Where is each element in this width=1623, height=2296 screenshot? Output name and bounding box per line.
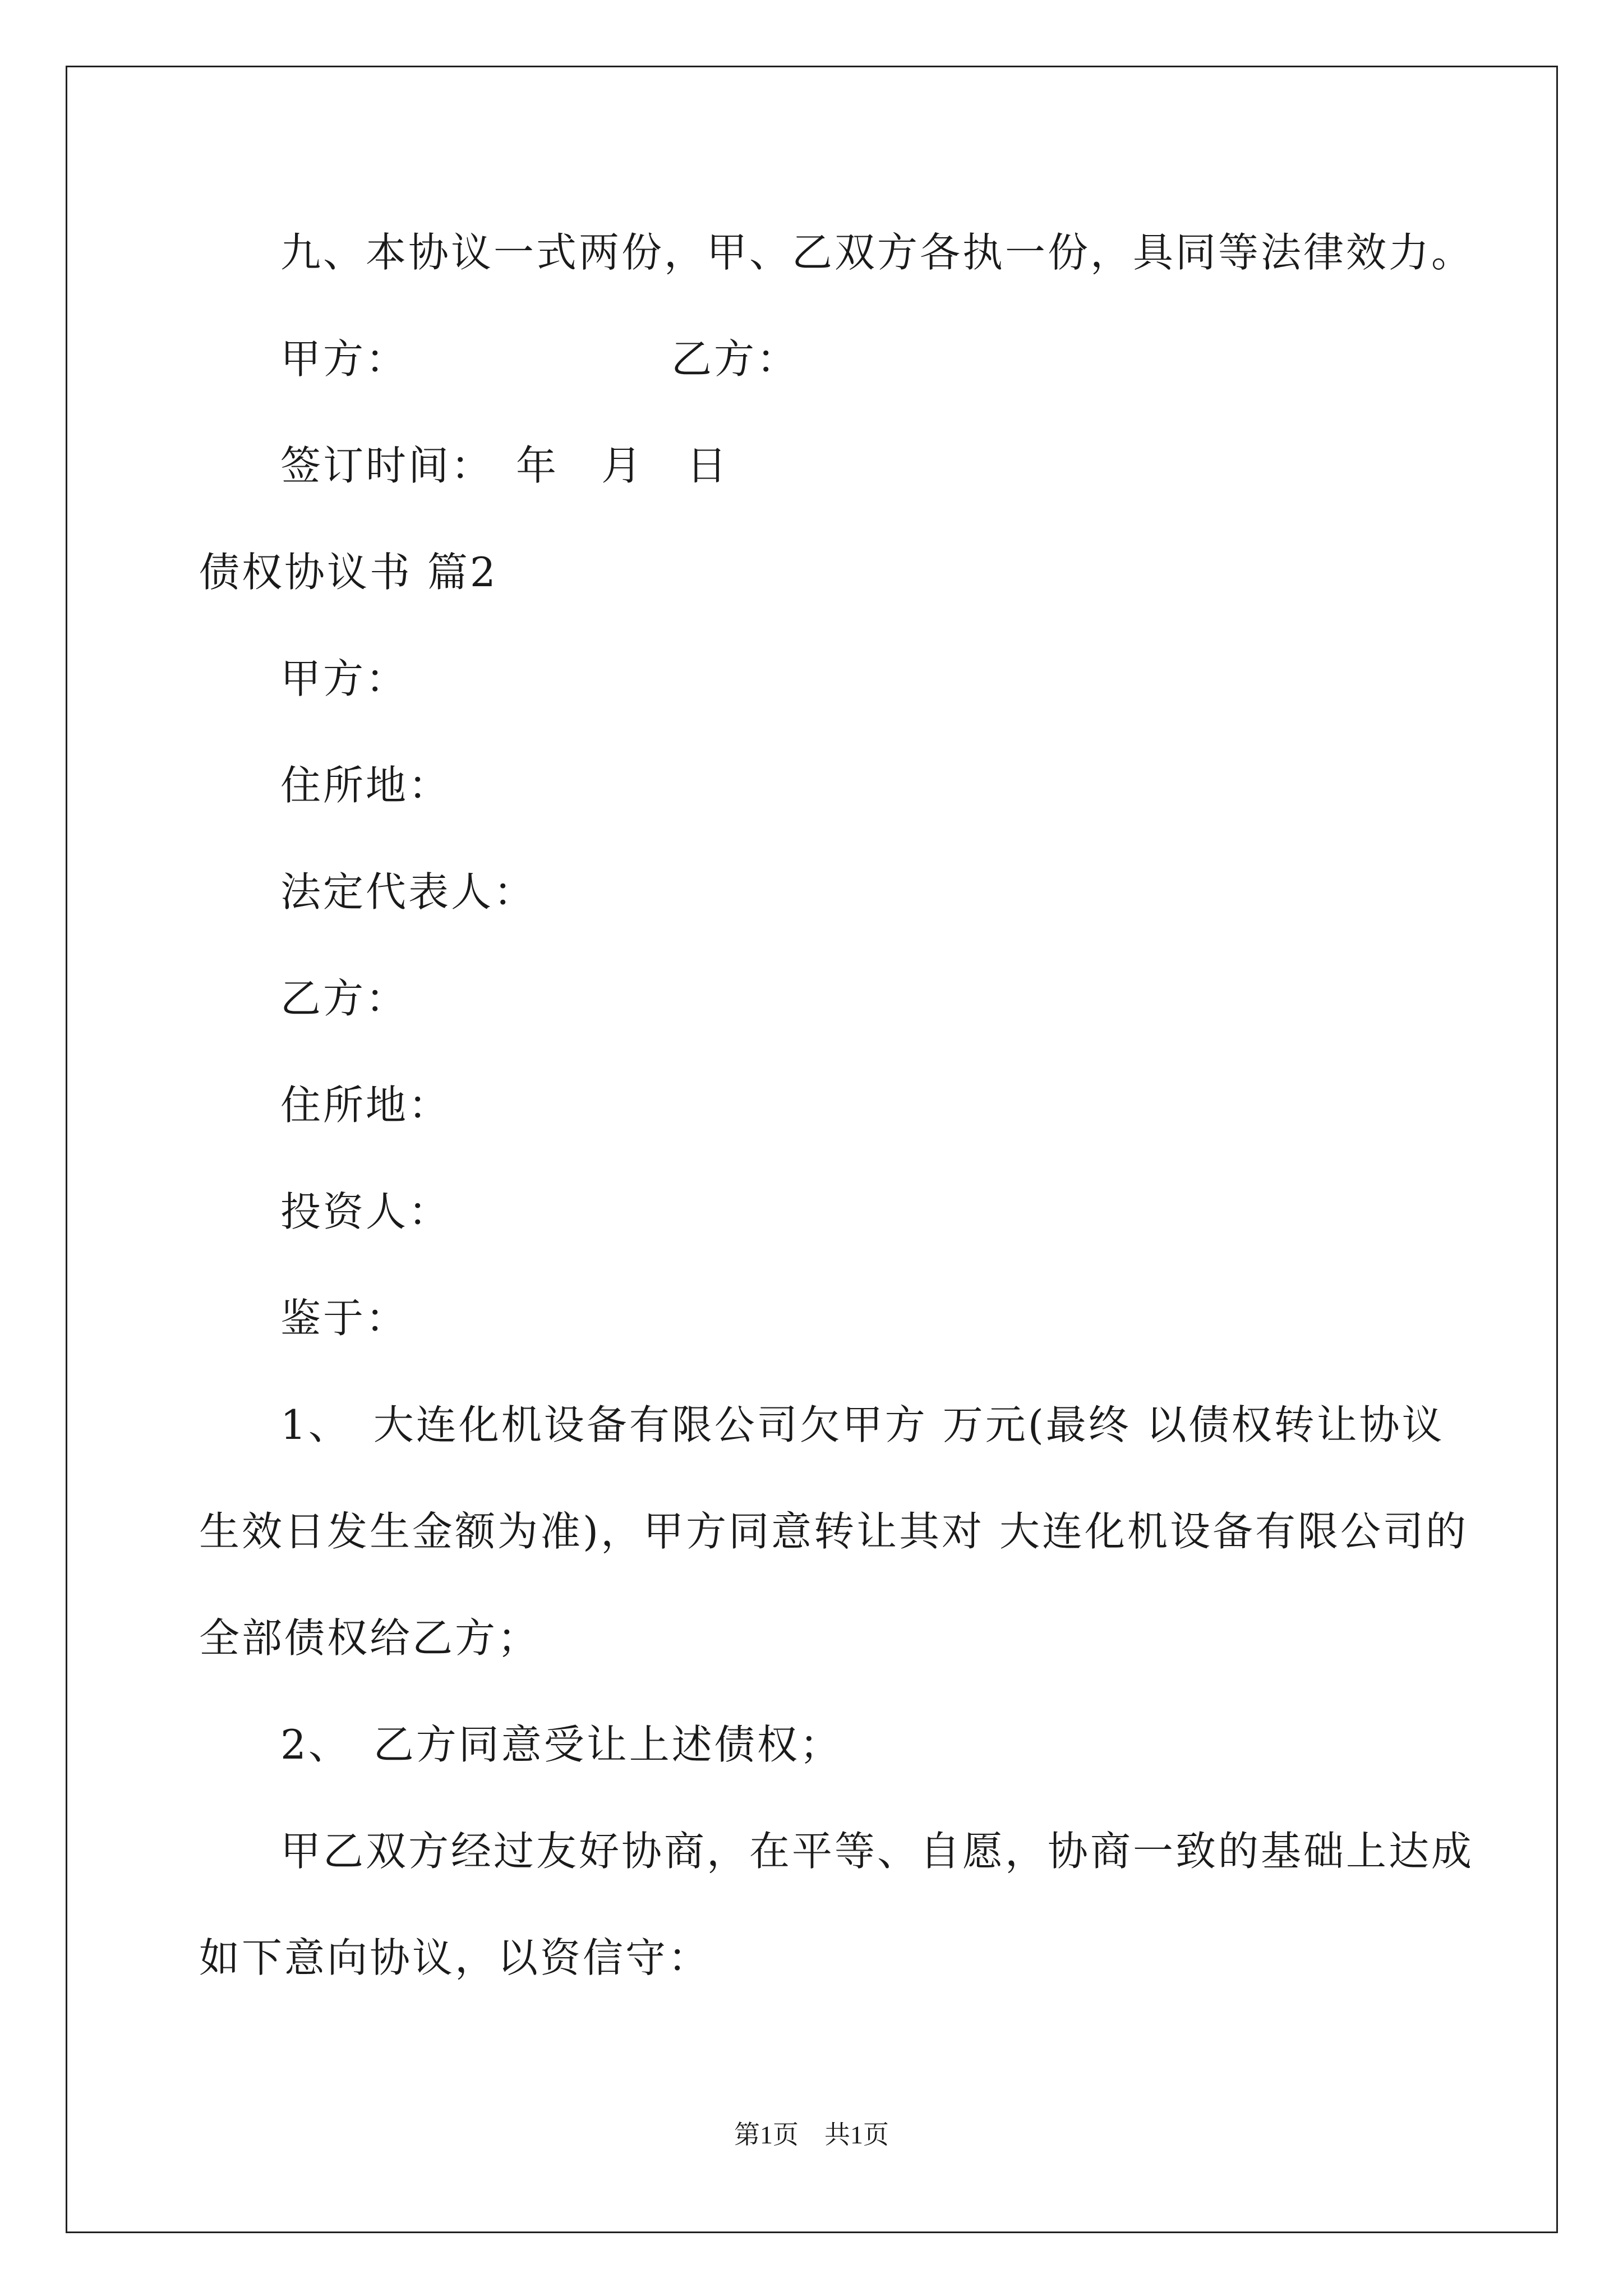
item-2: 2、 乙方同意受让上述债权；: [280, 1721, 842, 1768]
agreement-line-2: 如下意向协议，以资信守：: [199, 1934, 711, 1981]
clause-9: 九、本协议一式两份，甲、乙双方各执一份，具同等法律效力。: [280, 229, 1474, 276]
section-title: 债权协议书 篇2: [199, 549, 498, 596]
signing-date: 签订时间： 年 月 日: [280, 442, 730, 489]
signature-party-b: 乙方：: [671, 335, 800, 383]
page-footer: 第1页 共1页: [734, 2120, 889, 2149]
page-border: [66, 66, 1558, 2233]
party-a-label: 甲方：: [280, 655, 409, 702]
item-1-line-2: 生效日发生金额为准)，甲方同意转让其对 大连化机设备有限公司的: [199, 1508, 1468, 1555]
whereas-heading: 鉴于：: [280, 1295, 409, 1342]
party-b-investor: 投资人：: [280, 1188, 451, 1235]
signature-party-a: 甲方：: [280, 335, 409, 383]
item-1-line-1: 1、 大连化机设备有限公司欠甲方 万元(最终 以债权转让协议: [280, 1401, 1445, 1448]
party-b-address: 住所地：: [280, 1082, 451, 1129]
item-1-line-3: 全部债权给乙方；: [199, 1614, 541, 1662]
agreement-line-1: 甲乙双方经过友好协商，在平等、自愿，协商一致的基础上达成: [280, 1828, 1474, 1875]
party-b-label: 乙方：: [280, 975, 409, 1022]
party-a-address: 住所地：: [280, 762, 451, 809]
party-a-legal-representative: 法定代表人：: [280, 868, 537, 915]
